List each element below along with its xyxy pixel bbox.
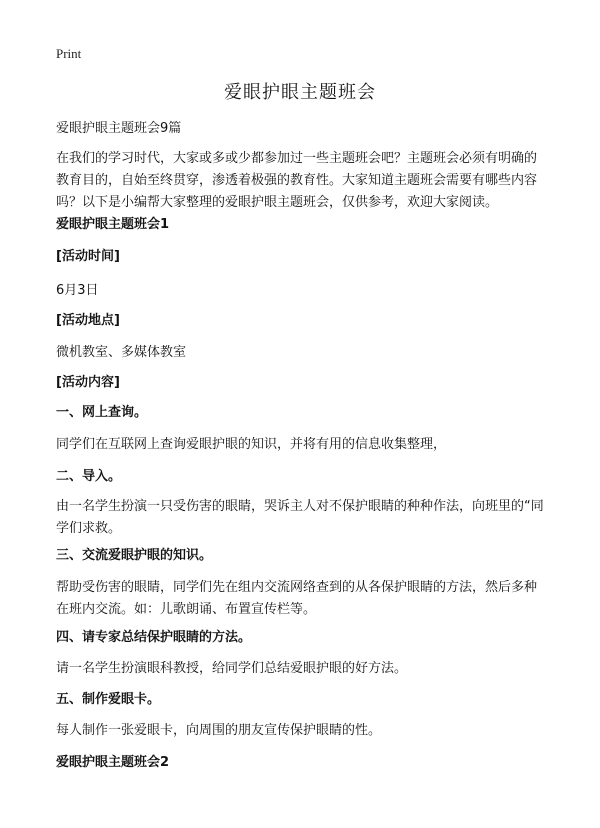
step4-text: 请一名学生扮演眼科教授，给同学们总结爱眼护眼的好方法。 bbox=[56, 661, 408, 676]
step5-text: 每人制作一张爱眼卡，向周围的朋友宣传保护眼睛的性。 bbox=[56, 723, 382, 738]
activity-place-heading: [活动地点] bbox=[56, 313, 120, 328]
step4-heading: 四、请专家总结保护眼睛的方法。 bbox=[56, 630, 252, 645]
page-title: 爱眼护眼主题班会 bbox=[224, 82, 376, 103]
intro-paragraph: 在我们的学习时代，大家或多或少都参加过一些主题班会吧？主题班会必须有明确的教育目的，自始至终贯穿，渗透着极强的教育性。大家知道主题班会需要有哪些内容吗？以下是小编帮大家整理的爱眼护眼主题班会，仅供参考，欢迎大家阅读。 bbox=[56, 151, 538, 210]
section-heading-2: 爱眼护眼主题班会2 bbox=[56, 755, 170, 770]
section-heading-1: 爱眼护眼主题班会1 bbox=[56, 217, 170, 232]
subtitle: 爱眼护眼主题班会9篇 bbox=[56, 121, 182, 136]
activity-time-heading: [活动时间] bbox=[56, 249, 120, 264]
step1-text: 同学们在互联网上查询爱眼护眼的知识，并将有用的信息收集整理， bbox=[56, 437, 447, 452]
print-link[interactable]: Print bbox=[56, 46, 82, 61]
activity-place-value: 微机教室、多媒体教室 bbox=[56, 345, 187, 360]
step2-text: 由一名学生扮演一只受伤害的眼睛，哭诉主人对不保护眼睛的种种作法，向班里的“同学们求救。 bbox=[56, 499, 544, 536]
step1-heading: 一、网上查询。 bbox=[56, 405, 148, 420]
step2-heading: 二、导入。 bbox=[56, 469, 122, 484]
activity-content-heading: [活动内容] bbox=[56, 375, 120, 390]
step3-heading: 三、交流爱眼护眼的知识。 bbox=[56, 548, 213, 563]
step5-heading: 五、制作爱眼卡。 bbox=[56, 692, 161, 707]
activity-time-value: 6月3日 bbox=[56, 283, 99, 298]
step3-text: 帮助受伤害的眼睛，同学们先在组内交流网络查到的从各保护眼睛的方法，然后多种在班内交流。如：儿歌朗诵、布置宣传栏等。 bbox=[56, 580, 538, 617]
